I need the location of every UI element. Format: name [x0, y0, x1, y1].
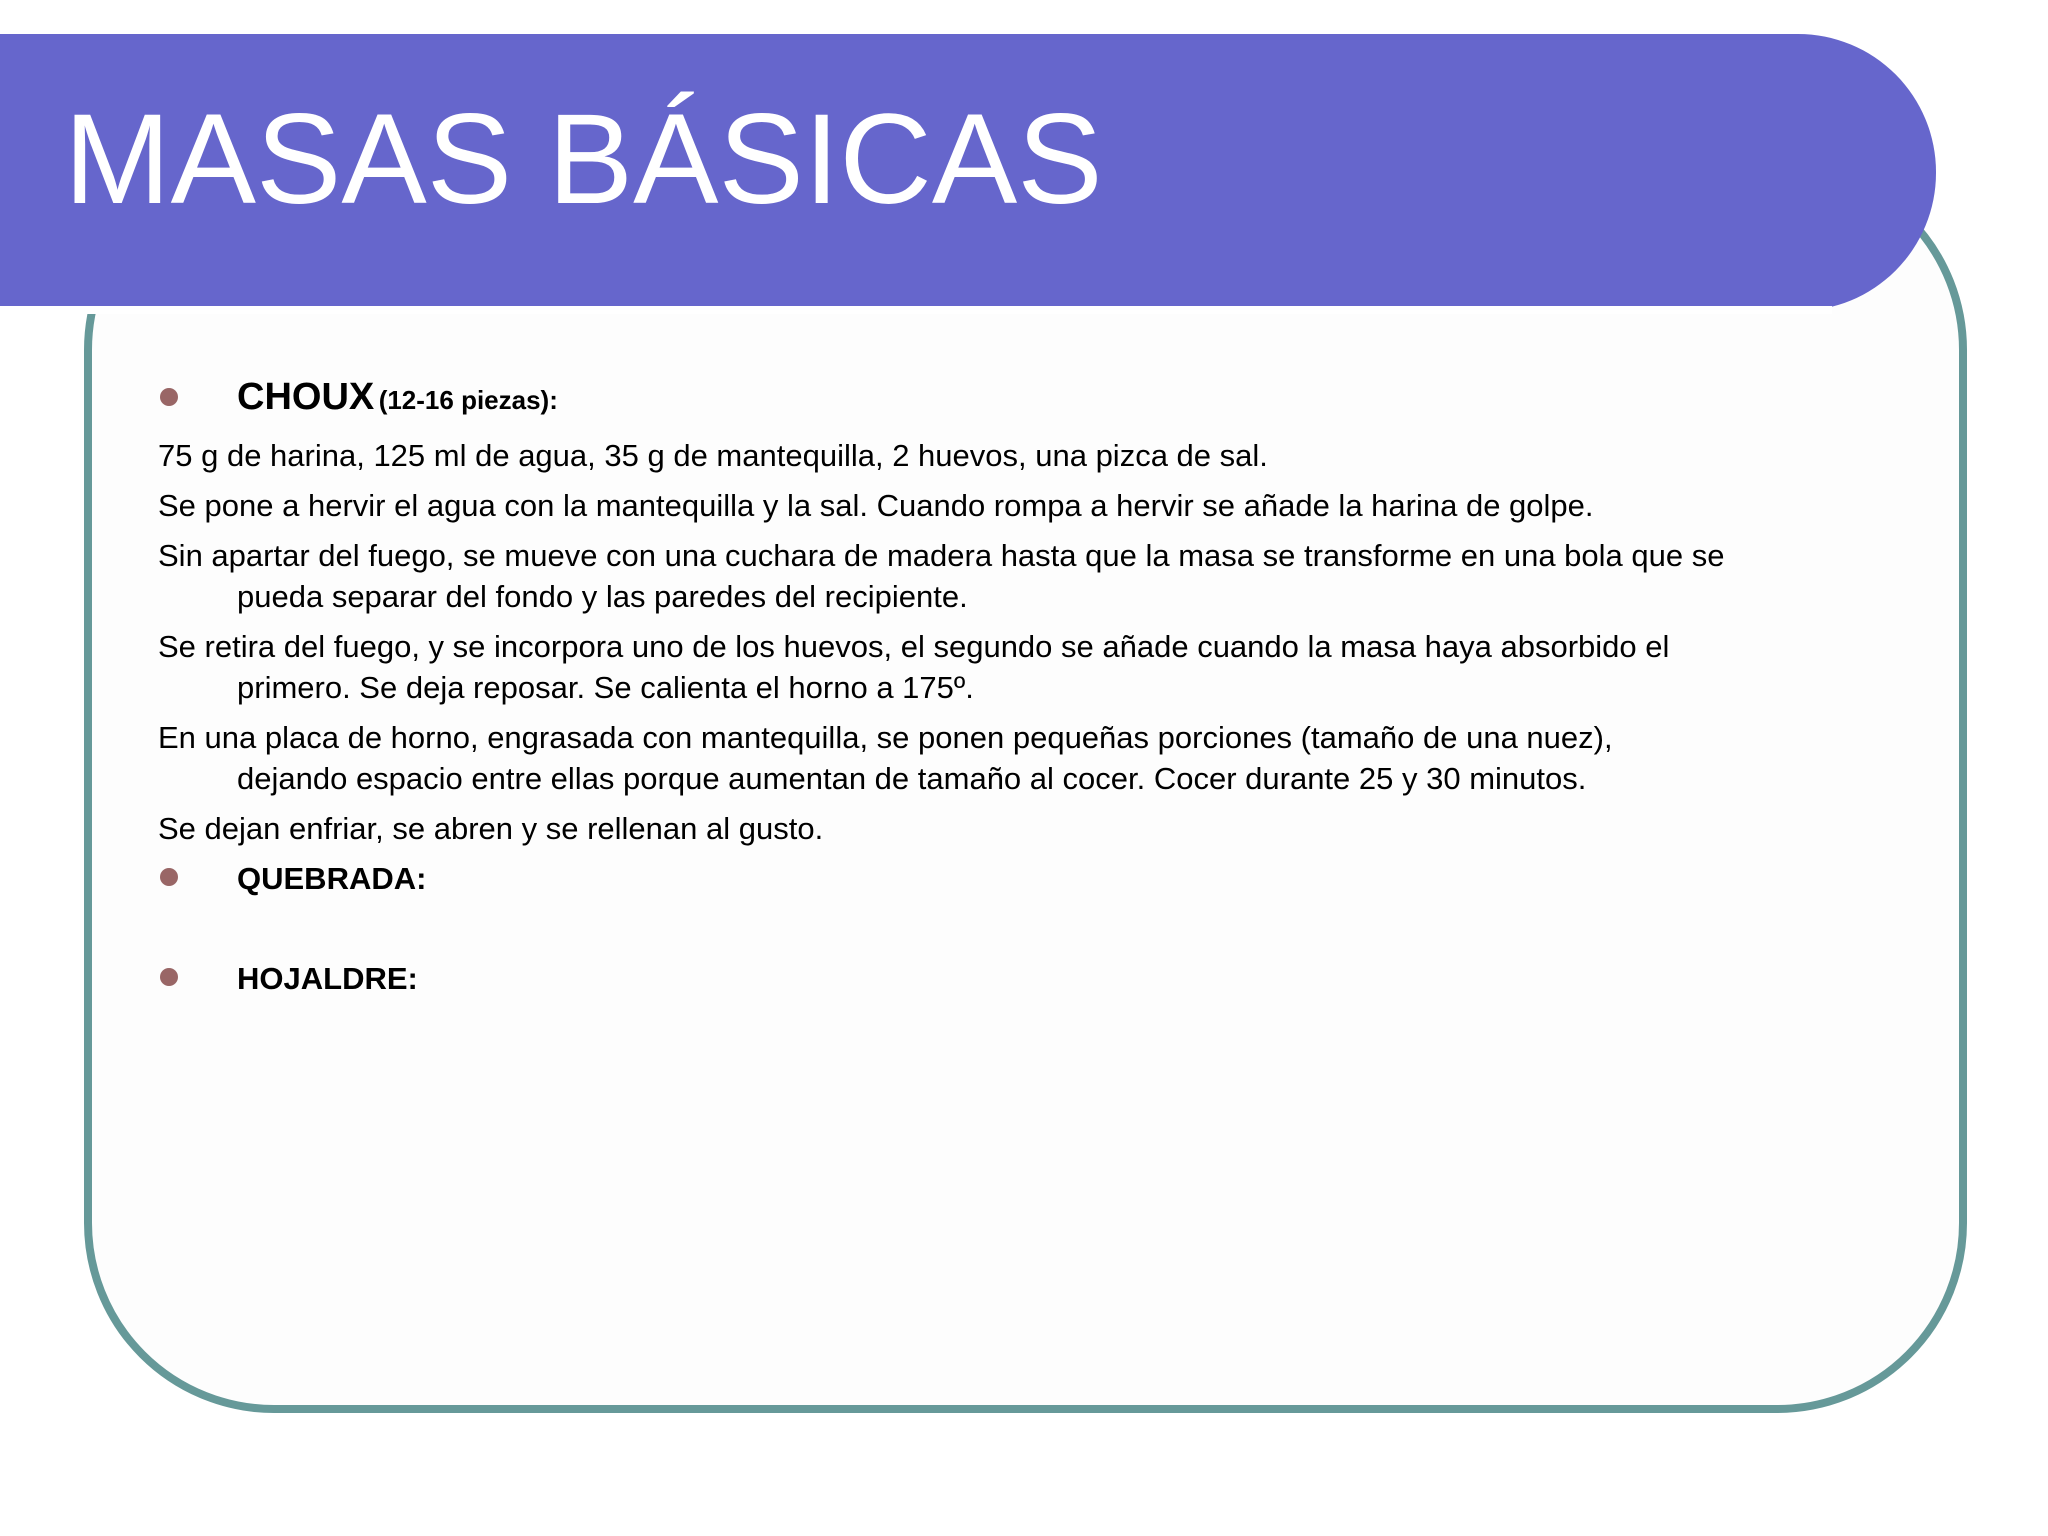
paragraph-line: Se pone a hervir el agua con la mantequilla y la sal. Cuando rompa a hervir se añade la harina de golpe. [158, 488, 1594, 523]
paragraph-line: En una placa de horno, engrasada con mantequilla, se ponen pequeñas porciones (tamaño de una nuez), [158, 720, 1613, 755]
paragraph-line-continued: pueda separar del fondo y las paredes del recipiente. [237, 579, 968, 614]
ingredients-paragraph [158, 435, 1938, 476]
step-paragraph [158, 535, 1938, 617]
choux-heading-note: (12-16 piezas): [378, 385, 558, 415]
step-paragraph [158, 485, 1938, 526]
step-paragraph [158, 717, 1938, 799]
bullet-dot [160, 388, 178, 406]
bullet-dot [160, 968, 178, 986]
paragraph-line: Se retira del fuego, y se incorpora uno de los huevos, el segundo se añade cuando la masa haya absorbido el [158, 629, 1670, 664]
choux-heading: CHOUX [237, 376, 375, 418]
section-heading-hojaldre: HOJALDRE: [237, 961, 418, 996]
bullet-dot [160, 868, 178, 886]
section-heading-choux [237, 376, 558, 419]
paragraph-line: 75 g de harina, 125 ml de agua, 35 g de mantequilla, 2 huevos, una pizca de sal. [158, 438, 1268, 473]
paragraph-line: Sin apartar del fuego, se mueve con una cuchara de madera hasta que la masa se transforme en una bola que se [158, 538, 1725, 573]
step-paragraph [158, 626, 1938, 708]
paragraph-line: Se dejan enfriar, se abren y se rellenan al gusto. [158, 811, 824, 846]
paragraph-line-continued: dejando espacio entre ellas porque aumentan de tamaño al cocer. Cocer durante 25 y 30 minutos. [237, 761, 1587, 796]
paragraph-line-continued: primero. Se deja reposar. Se calienta el horno a 175º. [237, 670, 974, 705]
section-heading-quebrada: QUEBRADA: [237, 861, 427, 896]
slide-title: MASAS BÁSICAS [64, 88, 1103, 231]
step-paragraph [158, 808, 1938, 849]
